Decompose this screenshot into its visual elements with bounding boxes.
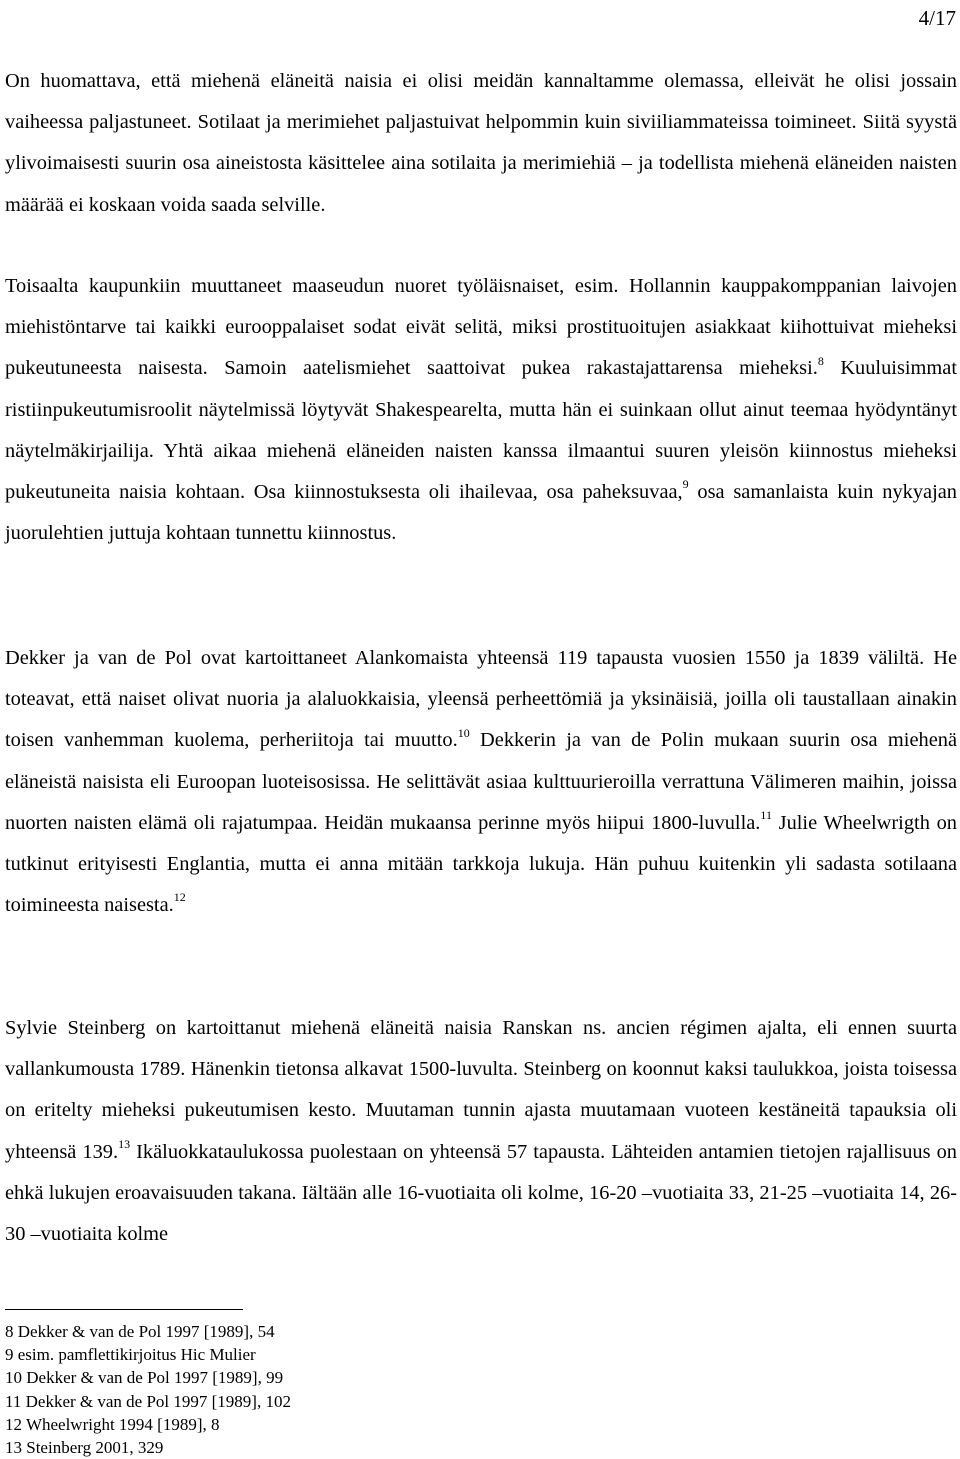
footnote-9: 9 esim. pamflettikirjoitus Hic Mulier bbox=[5, 1345, 256, 1365]
paragraph-text: Dekker ja van de Pol ovat kartoittaneet Alankomaista yhteensä 119 tapausta vuosien 1550 ja 1839 väliltä. He toteavat, että naiset olivat nuoria ja alaluokkaisia, yleensä perheettömiä ja yksinäisiä, joilla oli taustallaan ainakin toisen vanhemman kuolema, perheriitoja tai muutto. bbox=[5, 647, 957, 752]
footnote-10: 10 Dekker & van de Pol 1997 [1989], 99 bbox=[5, 1368, 284, 1388]
body-paragraph-4 bbox=[5, 1008, 957, 1255]
footnote-ref-10: 10 bbox=[457, 725, 470, 740]
footnote-11: 11 Dekker & van de Pol 1997 [1989], 102 bbox=[5, 1391, 291, 1411]
footnote-13: 13 Steinberg 2001, 329 bbox=[5, 1438, 164, 1458]
footnote-ref-13: 13 bbox=[118, 1136, 131, 1151]
paragraph-text: Sylvie Steinberg on kartoittanut miehenä eläneitä naisia Ranskan ns. ancien régimen ajalta, eli ennen suurta vallankumousta 1789. Hänenkin tietonsa alkavat 1500-luvulta. Steinberg on koonnut kaksi taulukkoa, joista toisessa on eritelty mieheksi pukeutumisen kesto. Muutaman tunnin ajasta muutamaan vuoteen kestäneitä tapauksia oli yhteensä 139. bbox=[5, 1017, 957, 1163]
footnote-ref-12: 12 bbox=[173, 890, 186, 905]
footnote-ref-11: 11 bbox=[760, 808, 772, 823]
paragraph-text: Kuuluisimmat ristiinpukeutumisroolit näytelmissä löytyvät Shakespearelta, mutta hän ei suinkaan ollut ainut teemaa hyödyntänyt näytelmäkirjailija. Yhtä aikaa miehenä eläneiden naisten kanssa ilmaantui suuren yleisön kiinnostus mieheksi pukeutuneita naisia kohtaan. Osa kiinnostuksesta oli ihailevaa, osa paheksuvaa, bbox=[5, 357, 957, 504]
paragraph-text: Toisaalta kaupunkiin muuttaneet maaseudun nuoret työläisnaiset, esim. Hollannin kauppakomppanian laivojen miehistöntarve tai kaikki eurooppalaiset sodat eivät selitä, miksi prostituoitujen asiakkaat kiihottuivat mieheksi pukeutuneesta naisesta. Samoin aatelismiehet saattoivat pukea rakastajattarensa mieheksi. bbox=[5, 275, 957, 380]
paragraph-text: Ikäluokkataulukossa puolestaan on yhteensä 57 tapausta. Lähteiden antamien tietojen rajallisuus on ehkä lukujen eroavaisuuden takana. Iältään alle 16-vuotiaita oli kolme, 16-20 –vuotiaita 33, 21-25 –vuotiaita 14, 26-30 –vuotiaita kolme bbox=[5, 1140, 957, 1246]
footnote-8: 8 Dekker & van de Pol 1997 [1989], 54 bbox=[5, 1322, 275, 1341]
paragraph-text: Julie Wheelwrigth on tutkinut erityisesti Englantia, mutta ei anna mitään tarkkoja lukuja. Hän puhuu kuitenkin yli sadasta sotilaana toimineesta naisesta. bbox=[5, 811, 957, 917]
footnotes bbox=[5, 1320, 291, 1459]
body-paragraph-2 bbox=[5, 266, 957, 554]
footnote-12: 12 Wheelwright 1994 [1989], 8 bbox=[5, 1414, 220, 1434]
paragraph-text: osa samanlaista kuin nykyajan juorulehtien juttuja kohtaan tunnettu kiinnostus. bbox=[5, 481, 957, 545]
footnote-ref-9: 9 bbox=[682, 477, 689, 492]
footnote-separator bbox=[5, 1309, 243, 1310]
footnote-ref-8: 8 bbox=[817, 353, 824, 368]
body-paragraph-1: On huomattava, että miehenä eläneitä naisia ei olisi meidän kannaltamme olemassa, elleivät he olisi jossain vaiheessa paljastuneet. Sotilaat ja merimiehet paljastuivat helpommin kuin siviiliammateissa toimineet. Siitä syystä ylivoimaisesti suurin osa aineistosta käsittelee aina sotilaita ja merimiehiä – ja todellista miehenä eläneiden naisten määrää ei koskaan voida saada selville. bbox=[5, 70, 957, 216]
body-paragraph-3 bbox=[5, 638, 957, 926]
page-number: 4/17 bbox=[918, 6, 956, 30]
paragraph-text: Dekkerin ja van de Polin mukaan suurin osa miehenä eläneistä naisista eli Euroopan luoteisosissa. He selittävät asiaa kulttuurieroilla verrattuna Välimeren maihin, joissa nuorten naisten elämä oli rajatumpaa. Heidän mukaansa perinne myös hiipui 1800-luvulla. bbox=[5, 729, 957, 834]
